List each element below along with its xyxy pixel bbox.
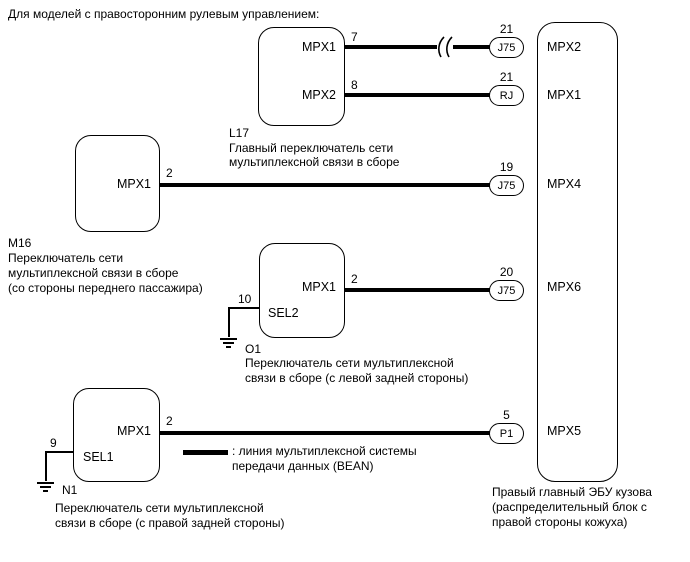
ecu-label — [492, 485, 652, 530]
o1-port-mpx1-label: MPX1 — [301, 280, 336, 294]
o1-pin-10: 10 — [238, 292, 252, 306]
l17-pin-7: 7 — [351, 30, 358, 44]
connector-p1: P1 — [489, 423, 524, 444]
o1-desc-line: Переключатель сети мультиплексной — [245, 356, 454, 370]
connector-j75-low-pin: 20 — [499, 265, 514, 279]
n1-desc-line: связи в сборе (с правой задней стороны) — [55, 516, 285, 530]
wire-m16-to-j75 — [159, 183, 490, 187]
o1-code: O1 — [245, 342, 262, 356]
connector-j75-mid: J75 — [489, 175, 524, 196]
ecu-port-mpx4-label: MPX4 — [547, 177, 582, 191]
o1-sel2-ground-wire-h — [228, 307, 259, 309]
o1-ground-icon — [220, 338, 237, 340]
n1-sel1-ground-wire-v — [45, 451, 47, 481]
l17-port-mpx1-label: MPX1 — [301, 40, 336, 54]
m16-desc-line: мультиплексной связи в сборе — [8, 266, 179, 280]
n1-pin-9: 9 — [50, 436, 57, 450]
l17-desc-line: мультиплексной связи в сборе — [229, 155, 400, 169]
o1-sel2-ground-wire-v — [228, 307, 230, 337]
diagram-title: Для моделей с правосторонним рулевым управлением: — [8, 7, 320, 21]
connector-p1-pin: 5 — [503, 408, 510, 422]
n1-pin-2: 2 — [166, 414, 173, 428]
ecu-port-mpx2-label: MPX2 — [547, 40, 582, 54]
l17-pin-8: 8 — [351, 78, 358, 92]
o1-ground-icon — [226, 346, 231, 348]
m16-desc-line: (со стороны переднего пассажира) — [8, 281, 203, 295]
m16-label — [8, 236, 203, 296]
n1-port-mpx1-label: MPX1 — [116, 424, 151, 438]
ecu-port-mpx1-label: MPX1 — [547, 88, 582, 102]
legend-text — [232, 444, 417, 474]
wire-break-icon — [434, 35, 456, 59]
wire-l17-mpx2-to-rj — [344, 93, 490, 97]
ecu-port-mpx6-label: MPX6 — [547, 280, 582, 294]
o1-port-sel2-label: SEL2 — [268, 306, 299, 320]
n1-ground-icon — [37, 482, 54, 484]
n1-ground-icon — [40, 486, 51, 488]
n1-ground-icon — [43, 490, 48, 492]
connector-rj-pin: 21 — [499, 70, 514, 84]
n1-code: N1 — [62, 483, 78, 497]
o1-desc-line: связи в сборе (с левой задней стороны) — [245, 370, 469, 385]
o1-pin-2: 2 — [351, 272, 358, 286]
ecu-port-mpx5-label: MPX5 — [547, 424, 582, 438]
ecu-desc-line: Правый главный ЭБУ кузова — [492, 485, 652, 499]
ecu-desc-line: правой стороны кожуха) — [492, 515, 628, 529]
legend-bean-line-sample — [183, 450, 228, 455]
n1-sel1-ground-wire-h — [45, 451, 73, 453]
n1-desc-line: Переключатель сети мультиплексной — [55, 501, 264, 515]
wire-l17-mpx1-to-j75 — [344, 45, 490, 49]
l17-desc-line: Главный переключатель сети — [229, 140, 394, 155]
connector-j75-top: J75 — [489, 37, 524, 58]
m16-pin-2: 2 — [166, 166, 173, 180]
o1-label — [245, 356, 468, 385]
m16-desc-line: Переключатель сети — [8, 251, 124, 265]
o1-ground-icon — [223, 342, 234, 344]
legend-text-line: : линия мультиплексной системы — [232, 444, 417, 458]
l17-label — [229, 126, 399, 170]
connector-rj: RJ — [489, 85, 524, 106]
wire-n1-to-p1 — [159, 431, 490, 435]
connector-j75-low: J75 — [489, 280, 524, 301]
m16-port-mpx1-label: MPX1 — [116, 177, 151, 191]
m16-code: M16 — [8, 236, 32, 250]
l17-code: L17 — [229, 126, 250, 140]
connector-j75-top-pin: 21 — [499, 22, 514, 36]
n1-port-sel1-label: SEL1 — [83, 450, 114, 464]
connector-j75-mid-pin: 19 — [499, 160, 514, 174]
wire-o1-to-j75 — [344, 288, 490, 292]
ecu-desc-line: (распределительный блок с — [492, 500, 647, 514]
legend-text-line: передачи данных (BEAN) — [232, 459, 374, 473]
n1-label — [55, 501, 285, 531]
l17-port-mpx2-label: MPX2 — [301, 88, 336, 102]
